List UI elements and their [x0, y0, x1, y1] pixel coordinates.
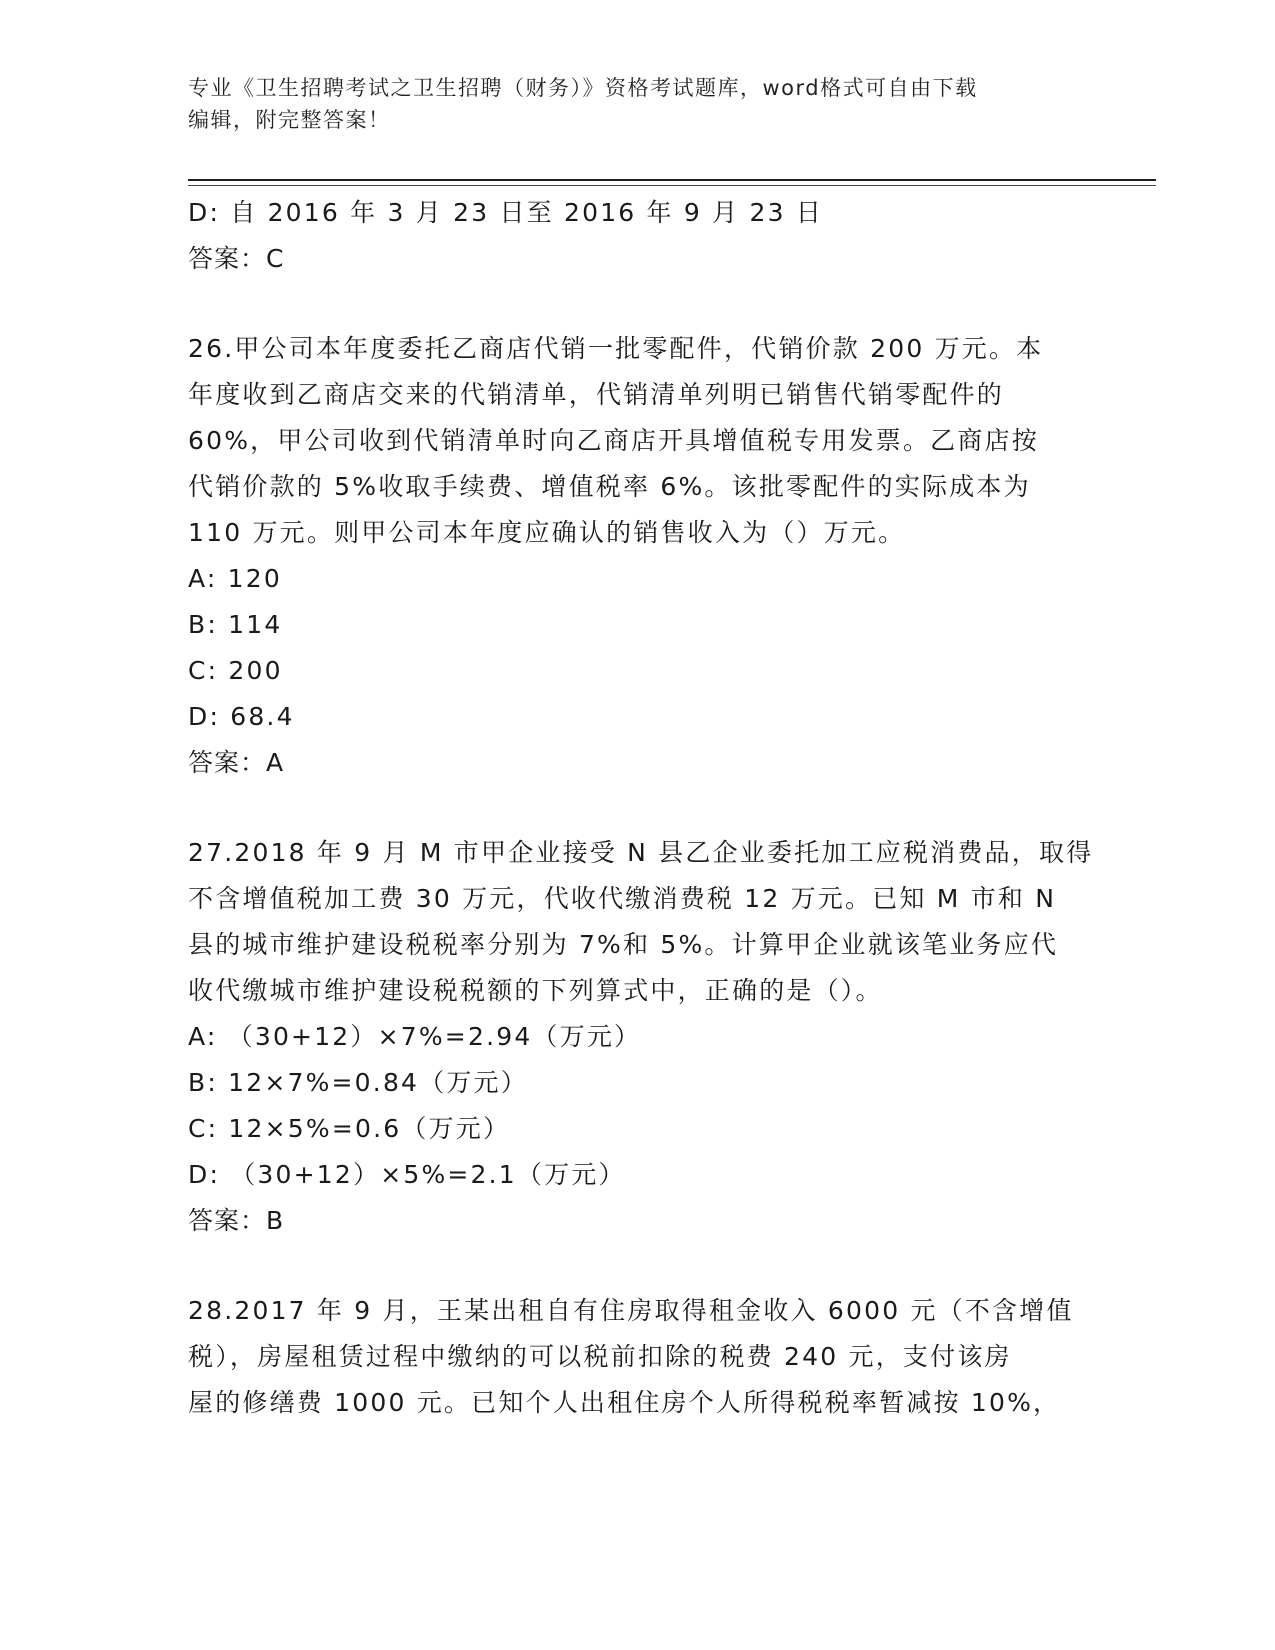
answer-label: 答案：A	[188, 748, 285, 777]
question-stem-line: 年度收到乙商店交来的代销清单，代销清单列明已销售代销零配件的	[188, 380, 1005, 409]
answer-label: 答案：B	[188, 1206, 285, 1235]
header-divider-thin	[188, 185, 1156, 186]
question-stem-line: 不含增值税加工费 30 万元，代收代缴消费税 12 万元。已知 M 市和 N	[188, 884, 1057, 913]
question-25-tail	[188, 190, 1088, 282]
header-line-1: 专业《卫生招聘考试之卫生招聘（财务）》资格考试题库，word格式可自由下载	[188, 76, 978, 100]
question-26	[188, 326, 1088, 786]
question-27	[188, 830, 1094, 1244]
header-line-2: 编辑，附完整答案！	[188, 108, 391, 132]
spacer	[188, 1244, 1088, 1288]
header-divider-thick	[188, 179, 1156, 181]
question-stem-line: 屋的修缮费 1000 元。已知个人出租住房个人所得税税率暂减按 10%，	[188, 1388, 1061, 1417]
option-b: B: 114	[188, 610, 283, 639]
option-c: C: 200	[188, 656, 283, 685]
spacer	[188, 282, 1088, 326]
option-d: D: （30+12）×5%=2.1（万元）	[188, 1160, 626, 1189]
answer-label: 答案：C	[188, 244, 285, 273]
option-d: D: 自 2016 年 3 月 23 日至 2016 年 9 月 23 日	[188, 198, 824, 227]
question-stem-line: 收代缴城市维护建设税税额的下列算式中，正确的是（）。	[188, 976, 883, 1005]
question-stem-line: 26.甲公司本年度委托乙商店代销一批零配件，代销价款 200 万元。本	[188, 334, 1044, 363]
question-stem-line: 27.2018 年 9 月 M 市甲企业接受 N 县乙企业委托加工应税消费品，取得	[188, 838, 1094, 867]
question-stem-line: 税），房屋租赁过程中缴纳的可以税前扣除的税费 240 元，支付该房	[188, 1342, 1012, 1371]
option-a: A: 120	[188, 564, 282, 593]
question-stem-line: 县的城市维护建设税税率分别为 7%和 5%。计算甲企业就该笔业务应代	[188, 930, 1059, 959]
document-header	[188, 72, 1088, 136]
option-c: C: 12×5%=0.6（万元）	[188, 1114, 511, 1143]
question-28	[188, 1288, 1088, 1426]
document-body	[188, 190, 1094, 1426]
option-a: A: （30+12）×7%=2.94（万元）	[188, 1022, 642, 1051]
question-stem-line: 110 万元。则甲公司本年度应确认的销售收入为（）万元。	[188, 518, 906, 547]
question-stem-line: 28.2017 年 9 月，王某出租自有住房取得租金收入 6000 元（不含增值	[188, 1296, 1074, 1325]
spacer	[188, 786, 1088, 830]
option-d: D: 68.4	[188, 702, 295, 731]
question-stem-line: 代销价款的 5%收取手续费、增值税率 6%。该批零配件的实际成本为	[188, 472, 1031, 501]
question-stem-line: 60%，甲公司收到代销清单时向乙商店开具增值税专用发票。乙商店按	[188, 426, 1039, 455]
option-b: B: 12×7%=0.84（万元）	[188, 1068, 528, 1097]
